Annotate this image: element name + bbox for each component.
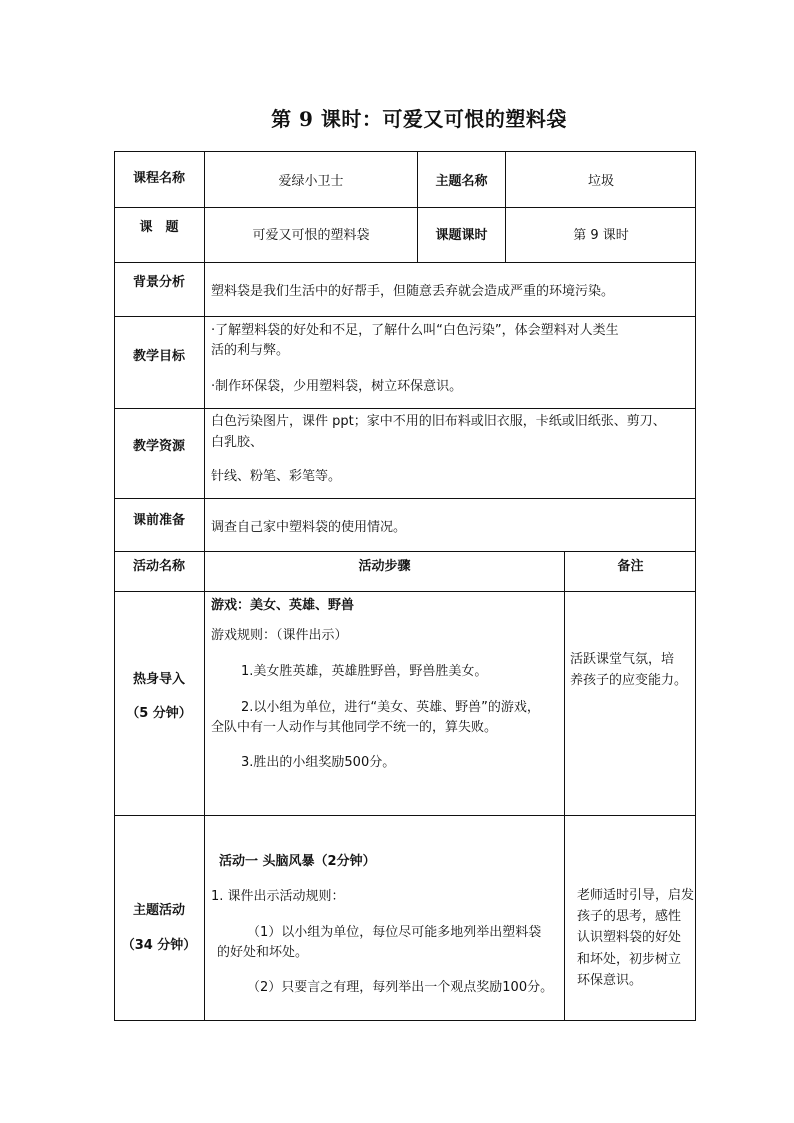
- warmup-rules-intro: 游戏规则：（课件出示）: [211, 628, 348, 643]
- warmup-rule: 3.胜出的小组奖励500分。: [241, 755, 396, 770]
- row-divider: [114, 207, 696, 208]
- goal-line: ·了解塑料袋的好处和不足，了解什么叫“白色污染”，体会塑料对人类生: [211, 323, 619, 338]
- background-label: 背景分析: [132, 275, 185, 290]
- goal-line: ·制作环保袋，少用塑料袋，树立环保意识。: [211, 379, 463, 394]
- column-divider: [204, 151, 205, 1021]
- main-activity-name: 主题活动: [132, 903, 185, 918]
- row-divider: [114, 408, 696, 409]
- main-activity-note: 环保意识。: [577, 973, 643, 988]
- row-divider: [114, 316, 696, 317]
- column-divider: [417, 151, 418, 262]
- main-activity-note: 和坏处，初步树立: [577, 952, 682, 967]
- activity-name-header: 活动名称: [132, 559, 185, 574]
- row-divider: [114, 262, 696, 263]
- theme-name-label: 主题名称: [435, 174, 488, 189]
- row-divider: [114, 498, 696, 499]
- theme-name-value: 垃圾: [587, 174, 614, 189]
- activity1-rule: （1）以小组为单位，每位尽可能多地列举出塑料袋: [247, 925, 542, 940]
- warmup-note: 养孩子的应变能力。: [570, 673, 688, 688]
- activity-steps-header: 活动步骤: [358, 559, 411, 574]
- row-divider: [114, 551, 696, 552]
- main-activity-note: 老师适时引导，启发: [577, 888, 695, 903]
- resource-line: 针线、粉笔、彩笔等。: [211, 469, 342, 484]
- main-activity-note: 孩子的思考，感性: [577, 909, 682, 924]
- main-activity-duration: （34 分钟）: [121, 938, 197, 953]
- topic-value: 可爱又可恨的塑料袋: [252, 228, 370, 243]
- activity-notes-header: 备注: [617, 559, 644, 574]
- row-divider: [114, 591, 696, 592]
- course-name-value: 爱绿小卫士: [278, 174, 344, 189]
- main-activity-note: 认识塑料袋的好处: [577, 930, 682, 945]
- activity1-rule: （2）只要言之有理，每列举出一个观点奖励100分。: [247, 980, 554, 995]
- warmup-rule: 全队中有一人动作与其他同学不统一的，算失败。: [211, 720, 498, 735]
- goals-label: 教学目标: [132, 349, 185, 364]
- warmup-duration: （5 分钟）: [126, 706, 192, 721]
- warmup-note: 活跃课堂气氛，培: [570, 652, 675, 667]
- column-divider: [564, 551, 565, 1021]
- resources-label: 教学资源: [132, 439, 185, 454]
- row-divider: [114, 815, 696, 816]
- goal-line: 活的利与弊。: [211, 343, 290, 358]
- prep-label: 课前准备: [132, 513, 185, 528]
- activity1-rule: 的好处和坏处。: [217, 945, 309, 960]
- warmup-name: 热身导入: [132, 672, 185, 687]
- page-title: 第 9 课时：可爱又可恨的塑料袋: [271, 107, 567, 131]
- course-name-label: 课程名称: [132, 171, 185, 186]
- activity1-title: 活动一 头脑风暴（2分钟）: [219, 854, 376, 869]
- prep-text: 调查自己家中塑料袋的使用情况。: [211, 520, 407, 535]
- resource-line: 白色污染图片，课件 ppt；家中不用的旧布料或旧衣服，卡纸或旧纸张、剪刀、: [211, 414, 666, 429]
- background-text: 塑料袋是我们生活中的好帮手，但随意丢弃就会造成严重的环境污染。: [211, 284, 615, 299]
- warmup-rule: 1.美女胜英雄，英雄胜野兽，野兽胜美女。: [241, 664, 488, 679]
- activity1-step: 1. 课件出示活动规则：: [211, 889, 345, 904]
- period-label: 课题课时: [435, 228, 488, 243]
- column-divider: [505, 151, 506, 262]
- period-value: 第 9 课时: [573, 228, 629, 243]
- warmup-game-title: 游戏：美女、英雄、野兽: [211, 598, 355, 613]
- warmup-rule: 2.以小组为单位，进行“美女、英雄、野兽”的游戏，: [241, 700, 540, 715]
- resource-line: 白乳胶、: [211, 435, 264, 450]
- topic-label: 课 题: [139, 220, 179, 235]
